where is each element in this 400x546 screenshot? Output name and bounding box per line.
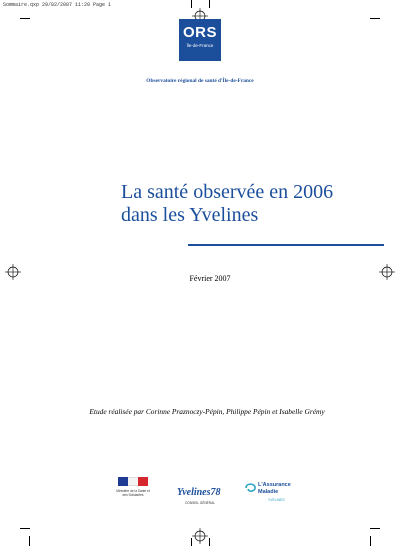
logo-abbr: ORS (182, 24, 217, 41)
crop-mark (370, 528, 380, 529)
logo-subtitle: Île-de-France (186, 43, 214, 48)
organization-name: Observatoire régional de santé d'Île-de-France (146, 78, 254, 84)
crop-mark (191, 0, 192, 8)
publication-date: Février 2007 (189, 274, 231, 283)
flag-red (138, 477, 148, 486)
document-title (121, 181, 391, 227)
flag-blue (118, 477, 128, 486)
yvelines-script: Yvelines78 (177, 487, 221, 498)
ors-logo (179, 19, 221, 61)
crop-mark (370, 18, 380, 19)
flag-white (128, 477, 138, 486)
registration-mark-icon (192, 528, 208, 544)
assurance-line-2: Maladie (258, 489, 279, 495)
ministry-name: Ministère de la Santé et des Solidarités (116, 489, 150, 497)
crop-mark (209, 538, 210, 546)
crop-mark (20, 528, 30, 529)
yvelines-logo (175, 477, 225, 511)
assurance-line-3: YVELINES (268, 498, 285, 502)
print-header: Sommaire.qxp 29/02/2007 11:20 Page 1 (3, 2, 112, 8)
crop-mark (29, 536, 30, 546)
ministry-logo (116, 477, 150, 511)
crop-mark (20, 18, 30, 19)
title-divider (188, 244, 384, 246)
assurance-maladie-logo (244, 477, 294, 511)
assurance-line-1: L'Assurance (258, 482, 291, 488)
assurance-swirl-icon (244, 481, 258, 495)
authors-credit: Etude réalisée par Corinne Praznoczy-Pépin, Philippe Pépin et Isabelle Grémy (89, 407, 325, 416)
title-line-2: dans les Yvelines (121, 204, 259, 226)
title-line-1: La santé observée en 2006 (121, 181, 334, 203)
crop-mark (370, 536, 371, 546)
yvelines-subtitle: CONSEIL GÉNÉRAL (185, 501, 215, 505)
crop-mark (209, 0, 210, 8)
